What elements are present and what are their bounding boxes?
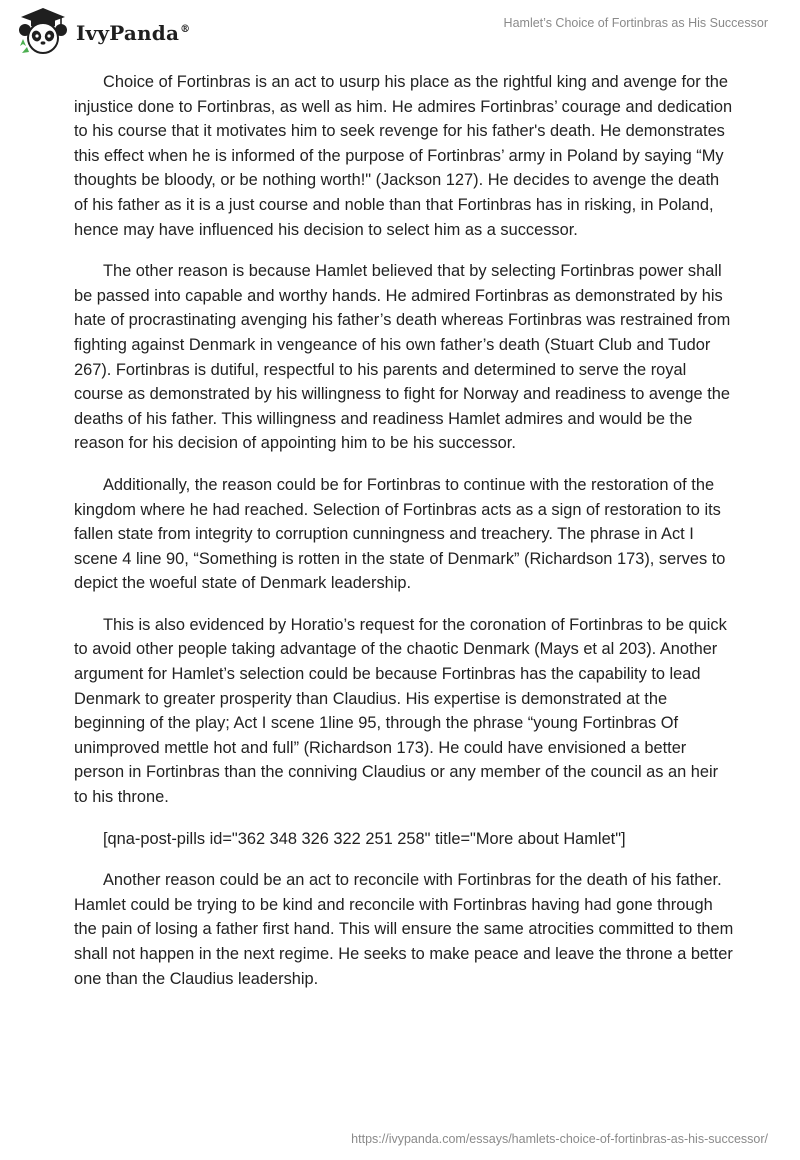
essay-body [74,70,734,1008]
essay-paragraph: Additionally, the reason could be for Fortinbras to continue with the restoration of the kingdom where he had reached. Selection of Fortinbras acts as a sign of restoration to its fallen state from integrity to corruption cunningness and treachery. The phrase in Act I scene 4 line 90, “Something is rotten in the state of Denmark” (Richardson 173), serves to depict the woeful state of Denmark leadership. [74,475,726,593]
brand-name [76,21,190,45]
essay-paragraph: Choice of Fortinbras is an act to usurp his place as the rightful king and avenge for the injustice done to Fortinbras, as well as him. He admires Fortinbras’ courage and dedication to his course that it motivates him to seek revenge for his father's death. He demonstrates this effect when he is informed of the purpose of Fortinbras’ army in Poland by saying “My thoughts be bloody, or be nothing worth!" (Jackson 127). He decides to avenge the death of his father as it is a just course and noble than that Fortinbras has in risking, in Poland, hence may have influenced his decision to select him as a successor. [74,73,733,239]
source-url[interactable]: https://ivypanda.com/essays/hamlets-choice-of-fortinbras-as-his-successor/ [351,1132,768,1146]
essay-paragraph: The other reason is because Hamlet believed that by selecting Fortinbras power shall be passed into capable and worthy hands. He admired Fortinbras as demonstrated by his hate of procrastinating avenging his father’s death whereas Fortinbras was restrained from fighting against Denmark in vengeance of his own father’s death (Stuart Club and Tudor 267). Fortinbras is dutiful, respectful to his parents and determined to serve the royal course as demonstrated by his willingness to fight for Norway and readiness to avenge the deaths of his father. This willingness and readiness Hamlet admires and would be the reason for his decision of appointing him to be his successor. [74,262,731,453]
brand-name-text: IvyPanda [76,21,180,45]
essay-paragraph: Another reason could be an act to reconcile with Fortinbras for the death of his father. Hamlet could be trying to be kind and reconcile with Fortinbras having had gone through the pain of losing a father first hand. This will ensure the same atrocities committed to them shall not happen in the next regime. He seeks to make peace and leave the throne a better one than the Claudius leadership. [74,871,734,988]
shortcode-text: [qna-post-pills id="362 348 326 322 251 258" title="More about Hamlet"] [103,829,626,848]
brand-logo[interactable] [14,6,190,56]
document-title: Hamlet’s Choice of Fortinbras as His Successor [503,16,768,30]
essay-paragraph: This is also evidenced by Horatio’s request for the coronation of Fortinbras to be quick to avoid other people taking advantage of the chaotic Denmark (Mays et al 203). Another argument for Hamlet’s selection could be because Fortinbras has the capability to lead Denmark to greater prosperity than Claudius. His expertise is demonstrated at the beginning of the play; Act I scene 1line 95, through the phrase “young Fortinbras Of unimproved mettle hot and full” (Richardson 173). He could have envisioned a better person in Fortinbras than the conniving Claudius or any member of the council as an heir to his throne. [74,615,727,807]
registered-mark: ® [180,24,191,36]
page-header [0,0,800,62]
panda-logo-icon [14,6,72,56]
